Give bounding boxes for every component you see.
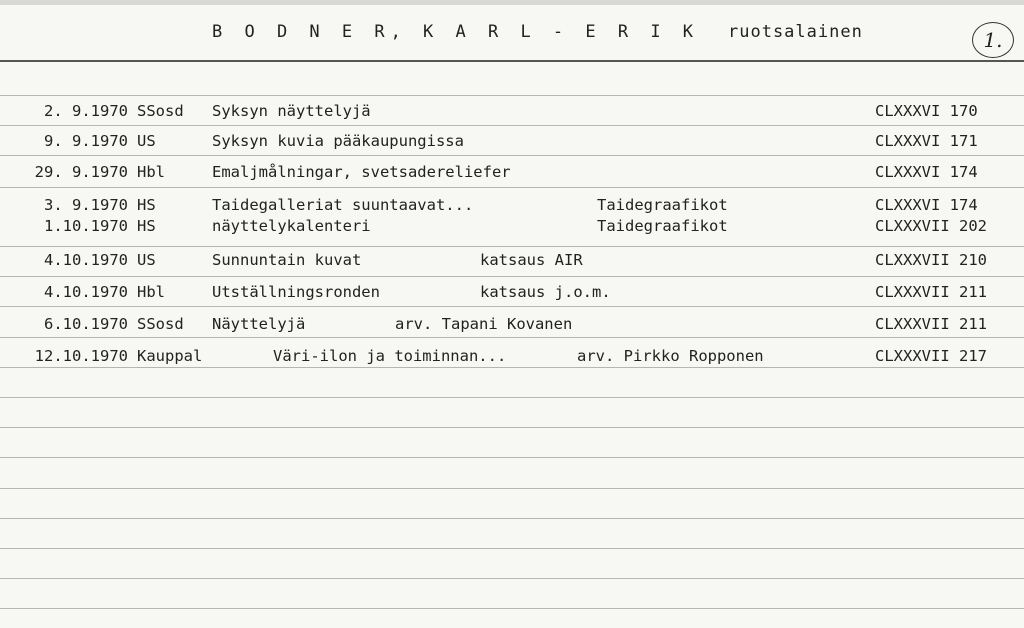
ruled-line (0, 367, 1024, 368)
entry-source: Hbl (137, 283, 165, 301)
artist-nationality: ruotsalainen (728, 22, 863, 42)
ruled-line (0, 337, 1024, 338)
ruled-line (0, 488, 1024, 489)
entry-date: 4.10.1970 (44, 283, 128, 301)
entry-source: HS (137, 217, 156, 235)
entry-title: Näyttelyjä (212, 315, 306, 333)
ruled-line (0, 578, 1024, 579)
entry-source: US (137, 132, 156, 150)
card-number: 1. (972, 22, 1014, 58)
entry-date: 9. 9.1970 (44, 132, 128, 150)
entry-title: näyttelykalenteri (212, 217, 371, 235)
entry-title: Sunnuntain kuvat (212, 251, 362, 269)
entry-source: SSosd (137, 102, 184, 120)
entry-title: Syksyn näyttelyjä (212, 102, 371, 120)
entry-ref: CLXXXVI 171 (875, 132, 978, 150)
entry-note: katsaus AIR (480, 251, 583, 269)
entry-source: Hbl (137, 163, 165, 181)
entry-title: Emaljmålningar, svetsadereliefer (212, 163, 511, 181)
ruled-line (0, 548, 1024, 549)
entry-ref: CLXXXVI 174 (875, 163, 978, 181)
card-top-edge (0, 0, 1024, 5)
ruled-line (0, 457, 1024, 458)
entry-title: Syksyn kuvia pääkaupungissa (212, 132, 464, 150)
entry-title: Taidegalleriat suuntaavat... (212, 196, 474, 214)
ruled-line (0, 518, 1024, 519)
ruled-line (0, 125, 1024, 126)
ruled-line (0, 95, 1024, 96)
entry-note: Taidegraafikot (597, 196, 728, 214)
entry-note: arv. Tapani Kovanen (395, 315, 573, 333)
entry-date: 4.10.1970 (44, 251, 128, 269)
entry-note: arv. Pirkko Ropponen (577, 347, 764, 365)
entry-title: Utställningsronden (212, 283, 380, 301)
entry-note: Taidegraafikot (597, 217, 728, 235)
entry-source: US (137, 251, 156, 269)
entry-source: HS (137, 196, 156, 214)
ruled-line (0, 155, 1024, 156)
entry-date: 1.10.1970 (44, 217, 128, 235)
entry-source: SSosd (137, 315, 184, 333)
header-divider (0, 60, 1024, 62)
ruled-line (0, 608, 1024, 609)
entry-date: 2. 9.1970 (44, 102, 128, 120)
entry-ref: CLXXXVII 211 (875, 283, 987, 301)
entry-ref: CLXXXVII 210 (875, 251, 987, 269)
entry-ref: CLXXXVI 174 (875, 196, 978, 214)
ruled-line (0, 427, 1024, 428)
artist-name: B O D N E R, K A R L - E R I K (212, 22, 700, 42)
entry-source: Kauppal (137, 347, 203, 365)
entry-note: katsaus j.o.m. (480, 283, 611, 301)
entry-date: 3. 9.1970 (44, 196, 128, 214)
entry-date: 6.10.1970 (44, 315, 128, 333)
entry-title: Väri-ilon ja toiminnan... (273, 347, 507, 365)
entry-ref: CLXXXVII 202 (875, 217, 987, 235)
entry-ref: CLXXXVII 211 (875, 315, 987, 333)
ruled-line (0, 276, 1024, 277)
ruled-line (0, 187, 1024, 188)
ruled-line (0, 246, 1024, 247)
entry-date: 29. 9.1970 (34, 163, 128, 181)
ruled-line (0, 306, 1024, 307)
entry-ref: CLXXXVI 170 (875, 102, 978, 120)
entry-date: 12.10.1970 (34, 347, 128, 365)
ruled-line (0, 397, 1024, 398)
entry-ref: CLXXXVII 217 (875, 347, 987, 365)
